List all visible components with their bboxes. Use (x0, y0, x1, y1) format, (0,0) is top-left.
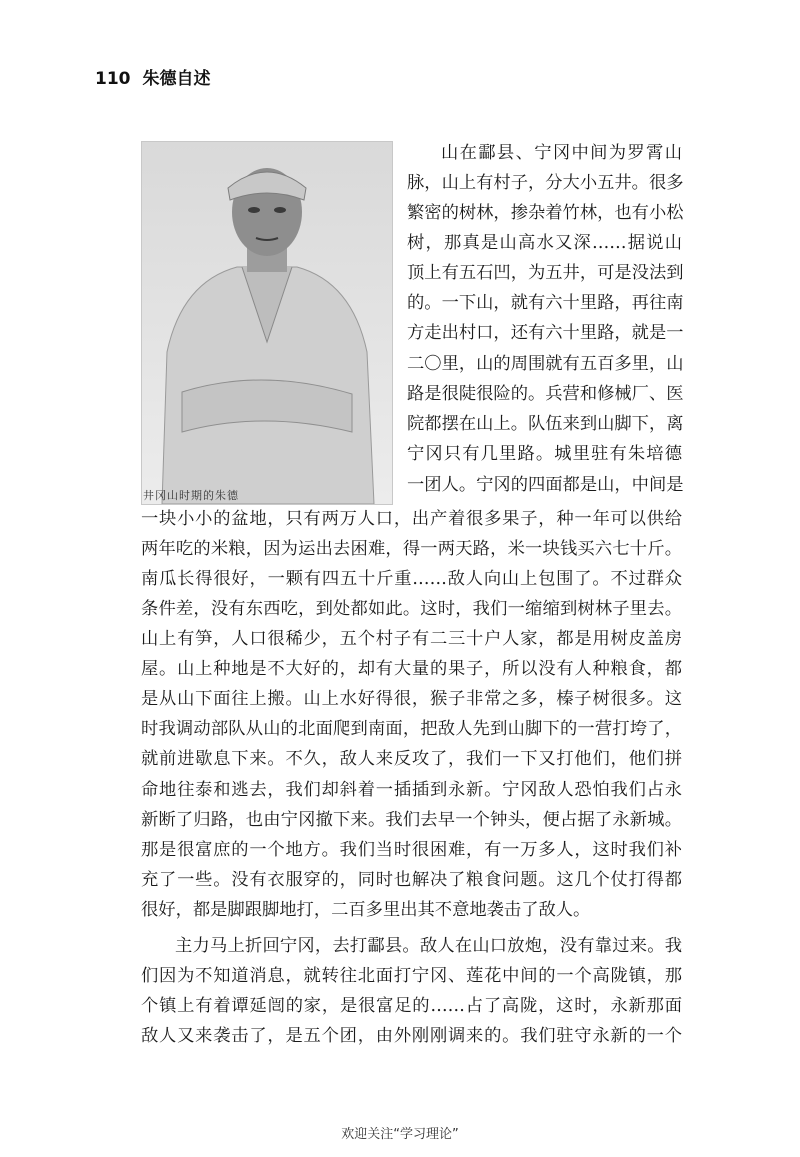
text-line: 一团人。宁冈的四面都是山，中间是 (407, 475, 684, 495)
text-line: 二〇里，山的周围就有五百多里，山 (407, 354, 684, 374)
page-header (95, 64, 211, 89)
page-footer: 欢迎关注“学习理论” (341, 1127, 459, 1142)
text-line: 的。一下山，就有六十里路，再往南 (407, 293, 684, 313)
text-line: 山上有笋，人口很稀少，五个村子有二三十户人家，都是用树皮盖房 (141, 629, 682, 649)
text-line: 宁冈只有几里路。城里驻有朱培德 (407, 444, 682, 464)
text-line: 们因为不知道消息，就转往北面打宁冈、莲花中间的一个高陇镇，那 (141, 966, 682, 986)
book-title: 朱德自述 (142, 69, 211, 89)
text-line: 新断了归路，也由宁冈撤下来。我们去早一个钟头，便占据了永新城。 (141, 810, 682, 830)
portrait-photo (141, 141, 393, 505)
text-line: 路是很陡很险的。兵营和修械厂、医 (407, 384, 684, 404)
text-line: 那是很富庶的一个地方。我们当时很困难，有一万多人，这时我们补 (141, 840, 682, 860)
text-line: 院都摆在山上。队伍来到山脚下，离 (407, 414, 684, 434)
text-line: 一块小小的盆地，只有两万人口，出产着很多果子，种一年可以供给 (141, 509, 682, 529)
text-line: 命地往泰和逃去，我们却斜着一插插到永新。宁冈敌人恐怕我们占永 (141, 780, 682, 800)
text-line: 树，那真是山高水又深……据说山 (407, 233, 682, 253)
text-line: 就前进歇息下来。不久，敌人来反攻了，我们一下又打他们，他们拼 (141, 749, 682, 769)
text-line: 南瓜长得很好，一颗有四五十斤重……敌人向山上包围了。不过群众 (141, 569, 682, 589)
photo-caption: 井冈山时期的朱德 (143, 489, 239, 502)
page-number: 110 (95, 69, 131, 89)
text-line: 顶上有五石凹，为五井，可是没法到 (407, 263, 684, 283)
text-line: 脉，山上有村子，分大小五井。很多 (407, 173, 684, 193)
text-line: 很好，都是脚跟脚地打，二百多里出其不意地袭击了敌人。 (141, 900, 591, 920)
text-line: 屋。山上种地是不大好的，却有大量的果子，所以没有人种粮食，都 (141, 659, 682, 679)
text-line: 条件差，没有东西吃，到处都如此。这时，我们一缩缩到树林子里去。 (141, 599, 682, 619)
text-line: 敌人又来袭击了，是五个团，由外刚刚调来的。我们驻守永新的一个 (141, 1026, 682, 1046)
text-line: 两年吃的米粮，因为运出去困难，得一两天路，米一块钱买六七十斤。 (141, 539, 682, 559)
text-line: 个镇上有着谭延闿的家，是很富足的……占了高陇，这时，永新那面 (141, 996, 682, 1016)
text-line: 充了一些。没有衣服穿的，同时也解决了粮食问题。这几个仗打得都 (141, 870, 682, 890)
portrait-figure (142, 142, 392, 504)
text-line: 山在酃县、宁冈中间为罗霄山 (441, 143, 682, 163)
text-line: 主力马上折回宁冈，去打酃县。敌人在山口放炮，没有靠过来。我 (175, 936, 682, 956)
text-line: 方走出村口，还有六十里路，就是一 (407, 323, 684, 343)
text-line: 时我调动部队从山的北面爬到南面，把敌人先到山脚下的一营打垮了， (141, 719, 682, 739)
text-line: 是从山下面往上搬。山上水好得很，猴子非常之多，榛子树很多。这 (141, 689, 682, 709)
text-line: 繁密的树林，掺杂着竹林，也有小松 (407, 203, 684, 223)
